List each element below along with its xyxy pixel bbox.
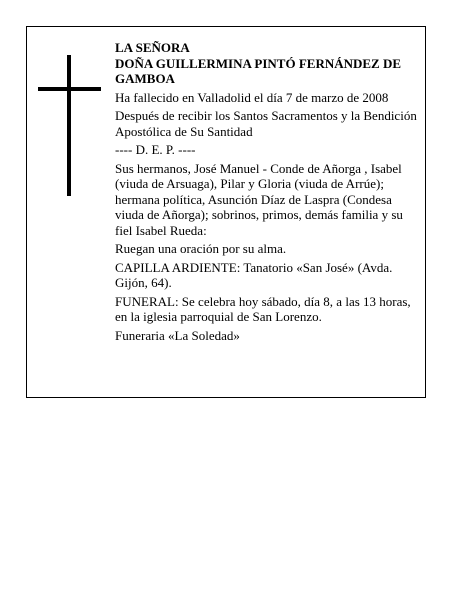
cross-icon xyxy=(67,55,71,196)
family-list: Sus hermanos, José Manuel - Conde de Añorga , Isabel (viuda de Arsuaga), Pilar y Gloria (viuda de Arrúe); hermana política, Asunción Díaz de Laspra (Condesa viuda de Añorga); sobrinos, primos, demás familia y su fiel Isabel Rueda: xyxy=(115,160,403,238)
chapel-info: CAPILLA ARDIENTE: Tanatorio «San José» (Avda. Gijón, 64). xyxy=(115,259,393,290)
rip-line: ---- D. E. P. ---- xyxy=(115,142,196,157)
deceased-name: DOÑA GUILLERMINA PINTÓ FERNÁNDEZ DE GAMBOA xyxy=(115,55,402,86)
funeral-info: FUNERAL: Se celebra hoy sábado, día 8, a las 13 horas, en la iglesia parroquial de San Lorenzo. xyxy=(115,293,411,324)
prayer-request: Ruegan una oración por su alma. xyxy=(115,241,287,256)
obituary-notice xyxy=(26,26,426,398)
death-statement: Ha fallecido en Valladolid el día 7 de marzo de 2008 xyxy=(115,89,389,105)
funeral-home: Funeraria «La Soledad» xyxy=(115,327,240,343)
cross-icon-bar xyxy=(38,87,101,91)
obituary-text xyxy=(115,40,420,346)
notice-title: LA SEÑORA xyxy=(115,40,190,55)
sacraments-statement: Después de recibir los Santos Sacramentos y la Bendición Apostólica de Su Santidad xyxy=(115,108,417,139)
